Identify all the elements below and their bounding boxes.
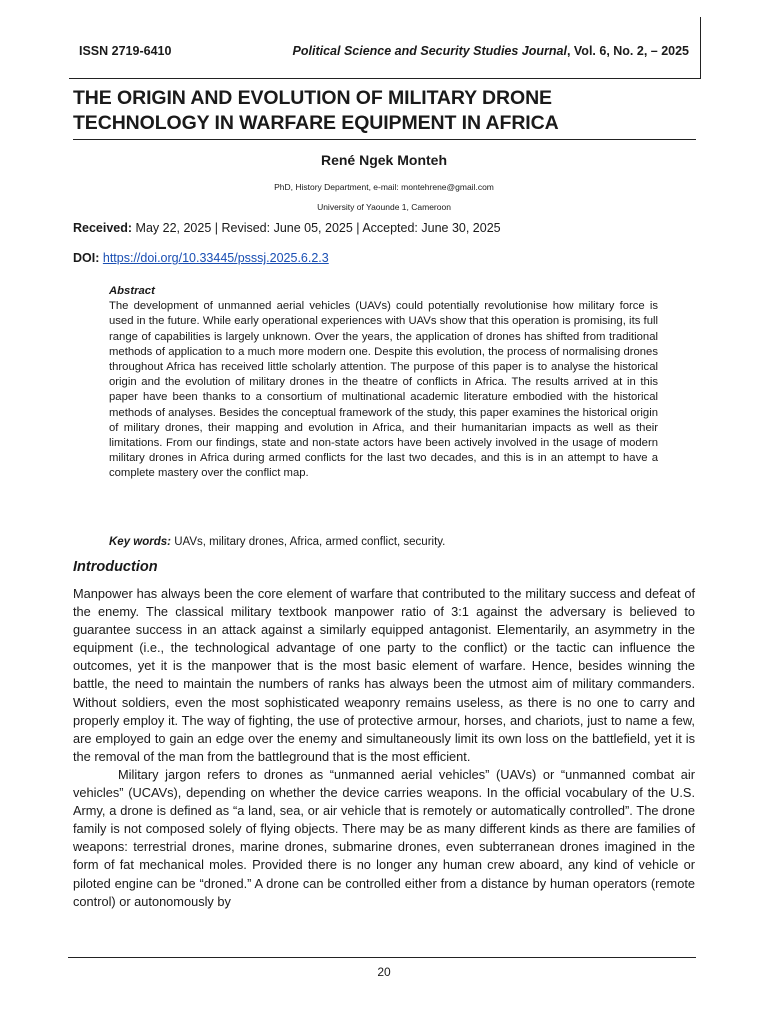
received-label: Received: [73, 221, 133, 235]
article-dates [73, 221, 501, 235]
page-number: 20 [377, 965, 391, 979]
keywords [109, 536, 445, 548]
header-rule [69, 78, 701, 79]
dates-text: May 22, 2025 | Revised: June 05, 2025 | Accepted: June 30, 2025 [132, 221, 501, 235]
footer-rule [68, 957, 696, 958]
journal-name: Political Science and Security Studies Journal [292, 44, 567, 58]
author-affiliation-line1: PhD, History Department, e-mail: montehrene@gmail.com [274, 182, 494, 192]
article-title: THE ORIGIN AND EVOLUTION OF MILITARY DRONE TECHNOLOGY IN WARFARE EQUIPMENT IN AFRICA [73, 87, 559, 134]
doi-label: DOI: [73, 251, 100, 265]
doi-line [73, 251, 329, 265]
abstract-text: The development of unmanned aerial vehicles (UAVs) could potentially revolutionise how military force is used in the future. While early operational experiences with UAVs show that this operation is promising, its full range of capabilities is largely unknown. Over the years, the application of drones has shifted from traditional methods of application to a much more modern one. Despite this evolution, the process of normalising drones throughout Africa has received little scholarly attention. The purpose of this paper is to analyse the historical origin and the evolution of military drones in the theatre of conflicts in Africa. The results arrived at in this paper have been thanks to a consortium of multinational academic literature embodied with the historical methods of analyses. Besides the conceptual framework of the study, this paper examines the historical origin of military drones, their mapping and evolution in Africa, and their humanitarian impacts as well as their limitations. From our findings, state and non-state actors have been actively involved in the usage of modern military drones in Africa during armed conflicts for the last two decades, and this is in an attempt to have a complete mastery over the conflict map. [109, 300, 658, 480]
header-corner-rule-vertical [700, 17, 701, 79]
abstract-section [109, 284, 658, 482]
doi-link[interactable]: https://doi.org/10.33445/psssj.2025.6.2.3 [102, 251, 329, 265]
keywords-list: UAVs, military drones, Africa, armed conflict, security. [171, 536, 446, 548]
introduction-heading: Introduction [73, 559, 158, 575]
issn: ISSN 2719-6410 [79, 44, 172, 58]
introduction-paragraph-1: Manpower has always been the core element of warfare that contributed to the military success and defeat of the enemy. The classical military textbook manpower ratio of 3:1 against the adversary is believed to guarantee success in an attack against a similarly equipped antagonist. Elementarily, an asymmetry in the equipment (i.e., the technological advantage of one party to the conflict) or the tactic can influence the outcomes, yet it is the manpower that is the most basic element of warfare. Hence, besides winning the battle, the need to maintain the numbers of ranks has always been the utmost aim of military commanders. Without soldiers, even the most sophisticated weaponry remains useless, as there is no one to carry and properly employ it. The way of fighting, the use of protective armour, horses, and chariots, just to name a few, are employed to gain an edge over the enemy and simultaneously limit its own loss on the battlefield, yet it is the removal of the man from the battleground that is the most efficient. [73, 586, 695, 764]
journal-issue: , Vol. 6, No. 2, – 2025 [566, 44, 689, 58]
keywords-label: Key words: [109, 536, 171, 548]
author-affiliation-line2: University of Yaounde 1, Cameroon [317, 202, 451, 212]
introduction-paragraph-2: Military jargon refers to drones as “unmanned aerial vehicles” (UAVs) or “unmanned combat air vehicles” (UCAVs), depending on whether the device carries weapons. In the official vocabulary of the U.S. Army, a drone is defined as “a land, sea, or air vehicle that is remotely or automatically controlled”. The drone family is not composed solely of flying objects. There may be as many different kinds as there are families of weapons: terrestrial drones, marine drones, submarine drones, even subterranean drones imagined in the form of fat mechanical moles. Provided there is no longer any human crew aboard, any kind of vehicle or piloted engine can be “droned.” A drone can be controlled either from a distance by human operators (remote control) or autonomously by [73, 766, 695, 909]
title-rule [73, 139, 696, 140]
abstract-heading: Abstract [109, 285, 155, 297]
author-name: René Ngek Monteh [320, 152, 447, 168]
journal-citation [293, 44, 689, 58]
introduction-body [73, 585, 695, 911]
